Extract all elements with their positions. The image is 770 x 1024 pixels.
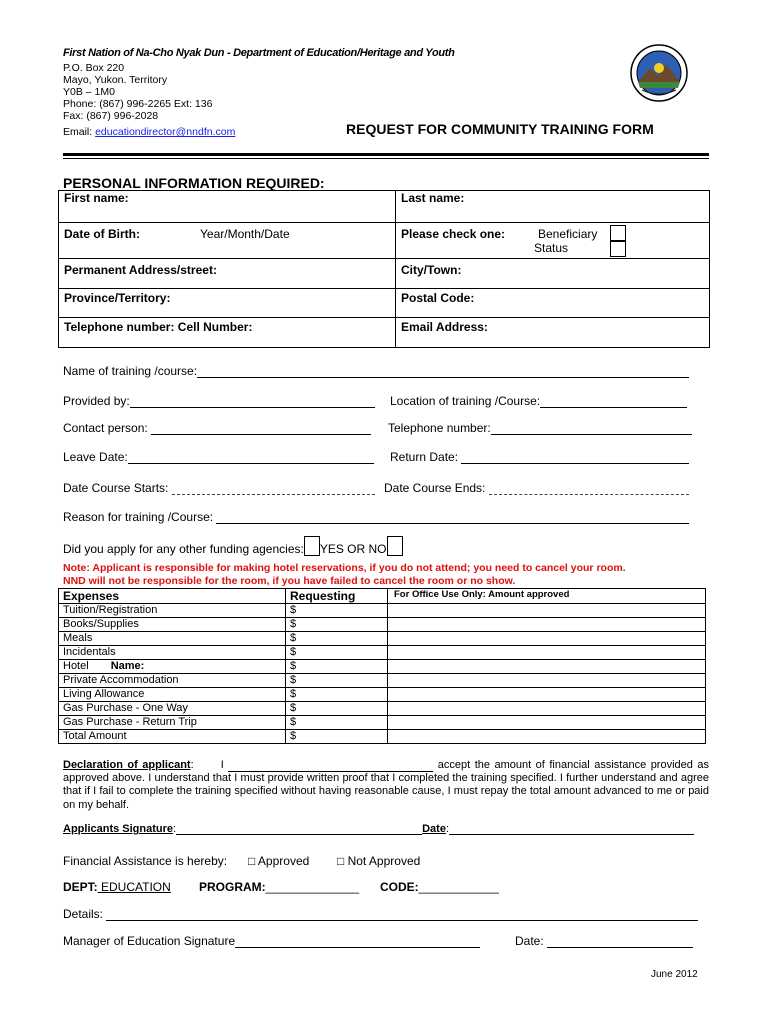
form-revision-date: June 2012 bbox=[651, 969, 698, 980]
dept-field: DEPT: EDUCATION bbox=[63, 880, 171, 894]
expense-label: Gas Purchase - One Way bbox=[59, 702, 286, 716]
approved-amount[interactable] bbox=[388, 730, 706, 744]
provided-by-field[interactable]: Provided by: bbox=[63, 394, 375, 408]
beneficiary-checkbox[interactable] bbox=[610, 225, 626, 241]
address-field[interactable]: Permanent Address/street: bbox=[59, 259, 396, 289]
expense-row bbox=[59, 660, 706, 674]
approved-amount[interactable] bbox=[388, 660, 706, 674]
approved-amount[interactable] bbox=[388, 646, 706, 660]
address-line: Y0B – 1M0 bbox=[63, 86, 115, 98]
expense-label: Total Amount bbox=[59, 730, 286, 744]
expense-row bbox=[59, 646, 706, 660]
expense-label: Meals bbox=[59, 632, 286, 646]
training-reason-field[interactable]: Reason for training /Course: bbox=[63, 510, 689, 524]
approved-option[interactable]: □ Approved bbox=[248, 854, 310, 868]
expense-row bbox=[59, 632, 706, 646]
header-divider bbox=[63, 153, 709, 156]
header-divider-thin bbox=[63, 158, 709, 159]
applicant-signature-field[interactable]: Applicants Signature: Date: bbox=[63, 822, 694, 835]
approved-amount[interactable] bbox=[388, 702, 706, 716]
course-end-field[interactable]: Date Course Ends: bbox=[384, 481, 689, 495]
requesting-amount[interactable]: $ bbox=[286, 702, 388, 716]
section-heading: PERSONAL INFORMATION REQUIRED: bbox=[63, 175, 325, 191]
email-line bbox=[63, 126, 235, 138]
hotel-reservation-note: Note: Applicant is responsible for making hotel reservations, if you do not attend; you need to cancel your room. NND will not be responsible for the room, if you have failed to cancel the room or no show. bbox=[63, 562, 626, 587]
leave-date-field[interactable]: Leave Date: bbox=[63, 450, 374, 464]
not-approved-option[interactable]: □ Not Approved bbox=[337, 854, 421, 868]
no-checkbox[interactable] bbox=[387, 536, 403, 556]
expense-label: Living Allowance bbox=[59, 688, 286, 702]
address-line: Mayo, Yukon. Territory bbox=[63, 74, 168, 86]
requesting-amount[interactable]: $ bbox=[286, 604, 388, 618]
expenses-header: Expenses bbox=[59, 589, 286, 604]
expense-row bbox=[59, 618, 706, 632]
approved-amount[interactable] bbox=[388, 674, 706, 688]
funding-question: Did you apply for any other funding agencies: YES OR NO bbox=[63, 536, 403, 556]
beneficiary-check-cell: Please check one: Beneficiary Status bbox=[396, 223, 710, 259]
email-field[interactable]: Email Address: bbox=[396, 318, 710, 348]
email-label: Email: bbox=[63, 126, 96, 138]
details-field[interactable]: Details: bbox=[63, 907, 698, 921]
expense-row bbox=[59, 604, 706, 618]
requesting-amount[interactable]: $ bbox=[286, 674, 388, 688]
approved-amount[interactable] bbox=[388, 688, 706, 702]
code-field[interactable]: CODE:____________ bbox=[380, 880, 499, 894]
requesting-amount[interactable]: $ bbox=[286, 716, 388, 730]
phone-line: Phone: (867) 996-2265 Ext: 136 bbox=[63, 98, 213, 110]
requesting-amount[interactable]: $ bbox=[286, 730, 388, 744]
approved-amount[interactable] bbox=[388, 604, 706, 618]
expense-label: Incidentals bbox=[59, 646, 286, 660]
form-title: REQUEST FOR COMMUNITY TRAINING FORM bbox=[346, 121, 654, 137]
nation-seal-logo bbox=[630, 44, 688, 102]
first-name-field[interactable]: First name: bbox=[59, 191, 396, 223]
declaration-text: Declaration of applicant: I accept the amount of financial assistance provided as approved above. I understand that I must provide written proof that I completed the training specified. I further understand and agree that if I fail to complete the training specified without having reasonable cause, I must repay the total amount advanced to me or paid on my behalf. bbox=[63, 759, 710, 811]
approved-amount[interactable] bbox=[388, 716, 706, 730]
phone-field[interactable]: Telephone number: Cell Number: bbox=[59, 318, 396, 348]
requesting-amount[interactable]: $ bbox=[286, 618, 388, 632]
dob-field[interactable]: Date of Birth: Year/Month/Date bbox=[59, 223, 396, 259]
expense-row bbox=[59, 674, 706, 688]
personal-info-table bbox=[58, 190, 710, 348]
training-name-field[interactable]: Name of training /course: bbox=[63, 364, 689, 378]
manager-date-field[interactable]: Date: bbox=[515, 934, 693, 948]
course-start-field[interactable]: Date Course Starts: bbox=[63, 481, 375, 495]
status-checkbox[interactable] bbox=[610, 241, 626, 257]
requesting-amount[interactable]: $ bbox=[286, 646, 388, 660]
postal-code-field[interactable]: Postal Code: bbox=[396, 289, 710, 318]
approved-amount[interactable] bbox=[388, 618, 706, 632]
program-field[interactable]: PROGRAM:______________ bbox=[199, 880, 360, 894]
expense-label: Tuition/Registration bbox=[59, 604, 286, 618]
return-date-field[interactable]: Return Date: bbox=[390, 450, 689, 464]
last-name-field[interactable]: Last name: bbox=[396, 191, 710, 223]
organization-name: First Nation of Na-Cho Nyak Dun - Department of Education/Heritage and Youth bbox=[63, 47, 455, 59]
requesting-amount[interactable]: $ bbox=[286, 632, 388, 646]
email-link[interactable]: educationdirector@nndfn.com bbox=[95, 126, 236, 138]
address-line: P.O. Box 220 bbox=[63, 62, 125, 74]
applicant-name-blank[interactable] bbox=[228, 761, 433, 772]
fax-line: Fax: (867) 996-2028 bbox=[63, 110, 159, 122]
approved-amount[interactable] bbox=[388, 632, 706, 646]
city-field[interactable]: City/Town: bbox=[396, 259, 710, 289]
expense-label: Books/Supplies bbox=[59, 618, 286, 632]
expenses-table bbox=[58, 588, 706, 744]
hotel-name-label: Name: bbox=[110, 660, 145, 672]
manager-signature-field[interactable]: Manager of Education Signature bbox=[63, 934, 480, 948]
requesting-header: Requesting bbox=[286, 589, 388, 604]
expense-row bbox=[59, 730, 706, 744]
province-field[interactable]: Province/Territory: bbox=[59, 289, 396, 318]
office-use-header: For Office Use Only: Amount approved bbox=[388, 589, 706, 604]
expense-row bbox=[59, 688, 706, 702]
yes-checkbox[interactable] bbox=[304, 536, 320, 556]
expense-row bbox=[59, 702, 706, 716]
expense-label: Private Accommodation bbox=[59, 674, 286, 688]
expense-label: Hotel Name: bbox=[59, 660, 286, 674]
contact-person-field[interactable]: Contact person: bbox=[63, 421, 371, 435]
financial-assistance-label: Financial Assistance is hereby: bbox=[63, 854, 228, 868]
requesting-amount[interactable]: $ bbox=[286, 660, 388, 674]
telephone-number-field[interactable]: Telephone number: bbox=[388, 421, 692, 435]
expense-row bbox=[59, 716, 706, 730]
expense-label: Gas Purchase - Return Trip bbox=[59, 716, 286, 730]
requesting-amount[interactable]: $ bbox=[286, 688, 388, 702]
training-location-field[interactable]: Location of training /Course: bbox=[390, 394, 687, 408]
